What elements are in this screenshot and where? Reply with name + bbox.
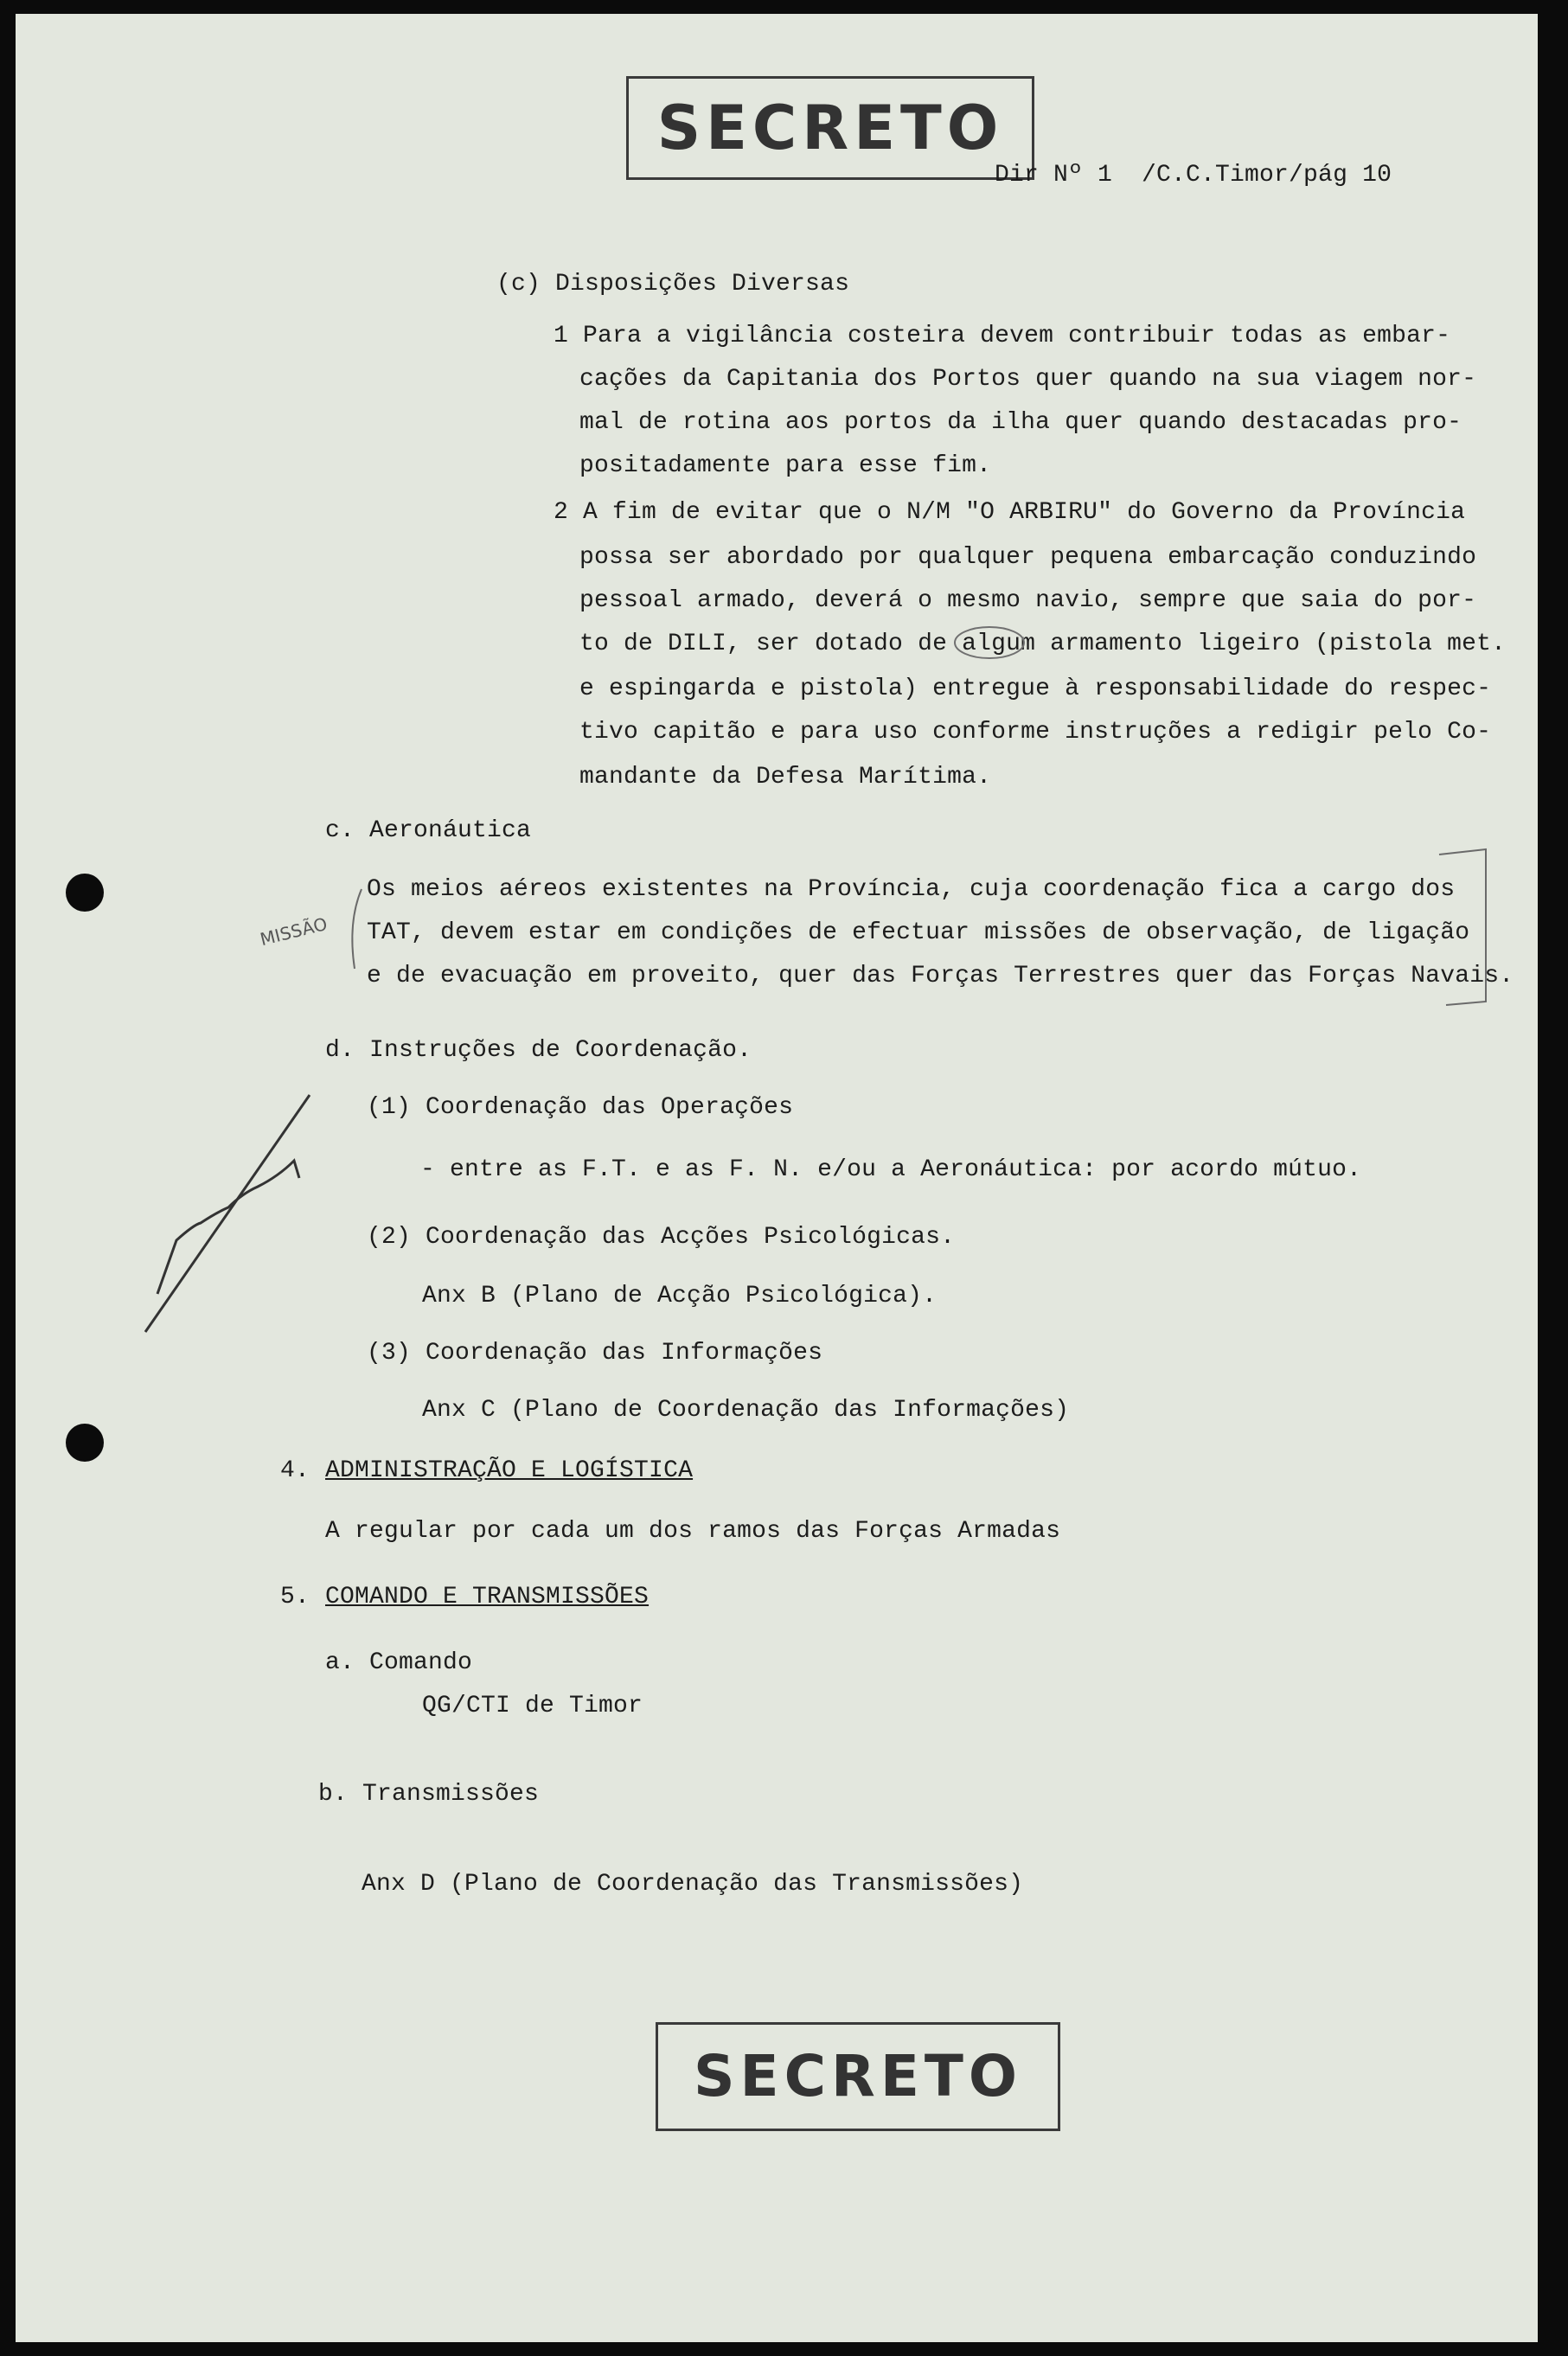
text-line: cações da Capitania dos Portos quer quando na sua viagem nor- — [579, 366, 1477, 393]
subsection-d3-annex: Anx C (Plano de Coordenação das Informações) — [422, 1397, 1070, 1424]
text-line: positadamente para esse fim. — [579, 452, 992, 479]
text-line: mandante da Defesa Marítima. — [579, 764, 992, 791]
signature-scribble — [157, 1161, 299, 1294]
margin-bracket-left — [352, 889, 362, 969]
section-4-text: A regular por cada um dos ramos das Forças Armadas — [325, 1518, 1061, 1545]
subsection-d2-annex: Anx B (Plano de Acção Psicológica). — [422, 1283, 938, 1309]
secret-stamp-top: SECRETO — [626, 76, 1034, 180]
section-d-heading: d. Instruções de Coordenação. — [325, 1037, 752, 1064]
subsection-d1-heading: (1) Coordenação das Operações — [367, 1094, 794, 1121]
margin-bracket-right — [1439, 849, 1486, 1005]
text-line: to de DILI, ser dotado de algum armamento ligeiro (pistola met. — [579, 631, 1507, 657]
document-reference: Dir Nº 1 /C.C.Timor/pág 10 — [995, 162, 1392, 189]
text-line: mal de rotina aos portos da ilha quer quando destacadas pro- — [579, 409, 1462, 436]
handwritten-margin-note: MISSÃO — [258, 912, 330, 951]
section-5-number: 5. — [280, 1584, 310, 1610]
section-5-title: COMANDO E TRANSMISSÕES — [325, 1584, 650, 1610]
signature-stroke — [145, 1095, 310, 1332]
section-c-heading: (c) Disposições Diversas — [496, 271, 850, 298]
circled-word-mark — [955, 627, 1024, 658]
text-line: e espingarda e pistola) entregue à responsabilidade do respec- — [579, 675, 1492, 702]
subsection-b-text: Anx D (Plano de Coordenação das Transmissões) — [362, 1871, 1024, 1898]
text-line: 1 Para a vigilância costeira devem contribuir todas as embar- — [554, 323, 1451, 349]
text-line: Os meios aéreos existentes na Província, cuja coordenação fica a cargo dos — [367, 876, 1456, 903]
text-line: TAT, devem estar em condições de efectuar missões de observação, de ligação — [367, 919, 1470, 946]
subsection-d1-text: - entre as F.T. e as F. N. e/ou a Aeronáutica: por acordo mútuo. — [420, 1156, 1362, 1183]
secret-stamp-bottom: SECRETO — [656, 2022, 1060, 2131]
section-aeronautica-heading: c. Aeronáutica — [325, 817, 532, 844]
text-line: possa ser abordado por qualquer pequena embarcação conduzindo — [579, 544, 1477, 571]
subsection-d2-heading: (2) Coordenação das Acções Psicológicas. — [367, 1224, 956, 1251]
document-page — [16, 14, 1538, 2342]
text-line: pessoal armado, deverá o mesmo navio, sempre que saia do por- — [579, 587, 1477, 614]
section-4-number: 4. — [280, 1457, 310, 1484]
text-line: 2 A fim de evitar que o N/M "O ARBIRU" do Governo da Província — [554, 499, 1466, 526]
subsection-b-heading: b. Transmissões — [318, 1781, 540, 1808]
subsection-a-heading: a. Comando — [325, 1649, 473, 1676]
text-line: tivo capitão e para uso conforme instruções a redigir pelo Co- — [579, 719, 1492, 746]
subsection-d3-heading: (3) Coordenação das Informações — [367, 1340, 823, 1367]
section-4-title: ADMINISTRAÇÃO E LOGÍSTICA — [325, 1457, 694, 1484]
subsection-a-text: QG/CTI de Timor — [422, 1693, 643, 1719]
text-line: e de evacuação em proveito, quer das Forças Terrestres quer das Forças Navais. — [367, 963, 1514, 989]
